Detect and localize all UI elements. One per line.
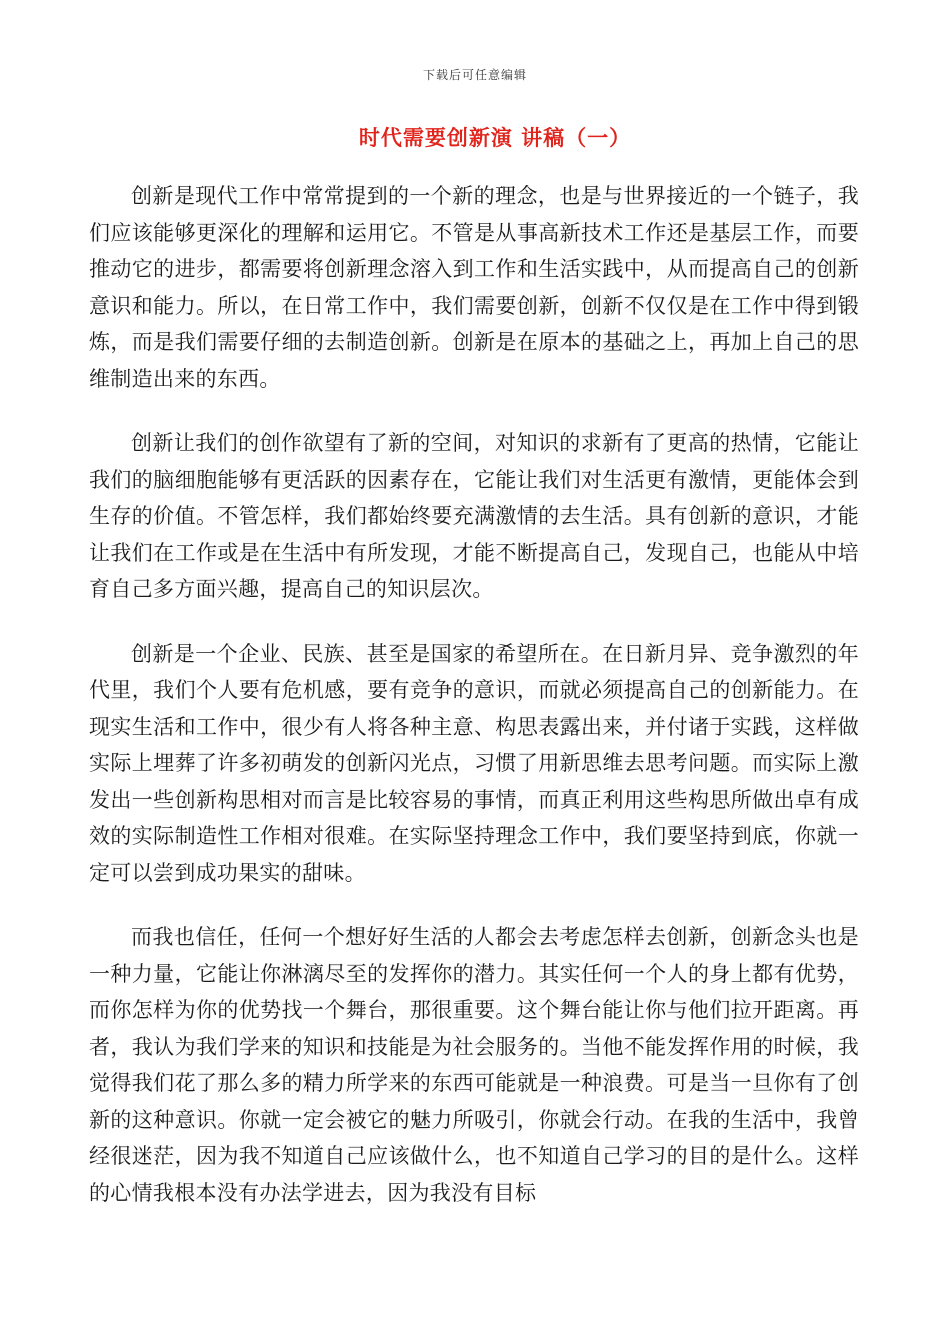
paragraph: 创新是现代工作中常常提到的一个新的理念，也是与世界接近的一个链子，我们应该能够更深化的理解和运用它。不管是从事高新技术工作还是基层工作，而要推动它的进步，都需要将创新理念溶入到工作和生活实践中，从而提高自己的创新意识和能力。所以，在日常工作中，我们需要创新，创新不仅仅是在工作中得到锻炼，而是我们需要仔细的去制造创新。创新是在原本的基础之上，再加上自己的思维制造出来的东西。 xyxy=(89,184,859,391)
paragraph: 创新让我们的创作欲望有了新的空间，对知识的求新有了更高的热情，它能让我们的脑细胞能够有更活跃的因素存在，它能让我们对生活更有激情，更能体会到生存的价值。不管怎样，我们都始终要充满激情的去生活。具有创新的意识，才能让我们在工作或是在生活中有所发现，才能不断提高自己，发现自己，也能从中培育自己多方面兴趣，提高自己的知识层次。 xyxy=(89,431,859,601)
paragraph: 而我也信任，任何一个想好好生活的人都会去考虑怎样去创新，创新念头也是一种力量，它能让你淋漓尽至的发挥你的潜力。其实任何一个人的身上都有优势，而你怎样为你的优势找一个舞台，那很重要。这个舞台能让你与他们拉开距离。再者，我认为我们学来的知识和技能是为社会服务的。当他不能发挥作用的时候，我觉得我们花了那么多的精力所学来的东西可能就是一种浪费。可是当一旦你有了创新的这种意识。你就一定会被它的魅力所吸引，你就会行动。在我的生活中，我曾经很迷茫，因为我不知道自己应该做什么，也不知道自己学习的目的是什么。这样的心情我根本没有办法学进去，因为我没有目标 xyxy=(89,925,859,1205)
document-title: 时代需要创新演 讲稿（一） xyxy=(358,125,632,150)
document-body xyxy=(89,178,859,1239)
header-note: 下载后可任意编辑 xyxy=(422,68,527,82)
paragraph: 创新是一个企业、民族、甚至是国家的希望所在。在日新月异、竞争激烈的年代里，我们个人要有危机感，要有竞争的意识，而就必须提高自己的创新能力。在现实生活和工作中，很少有人将各种主意、构思表露出来，并付诸于实践，这样做实际上埋葬了许多初萌发的创新闪光点，习惯了用新思维去思考问题。而实际上激发出一些创新构思相对而言是比较容易的事情，而真正利用这些构思所做出卓有成效的实际制造性工作相对很难。在实际坚持理念工作中，我们要坚持到底，你就一定可以尝到成功果实的甜味。 xyxy=(89,641,859,885)
